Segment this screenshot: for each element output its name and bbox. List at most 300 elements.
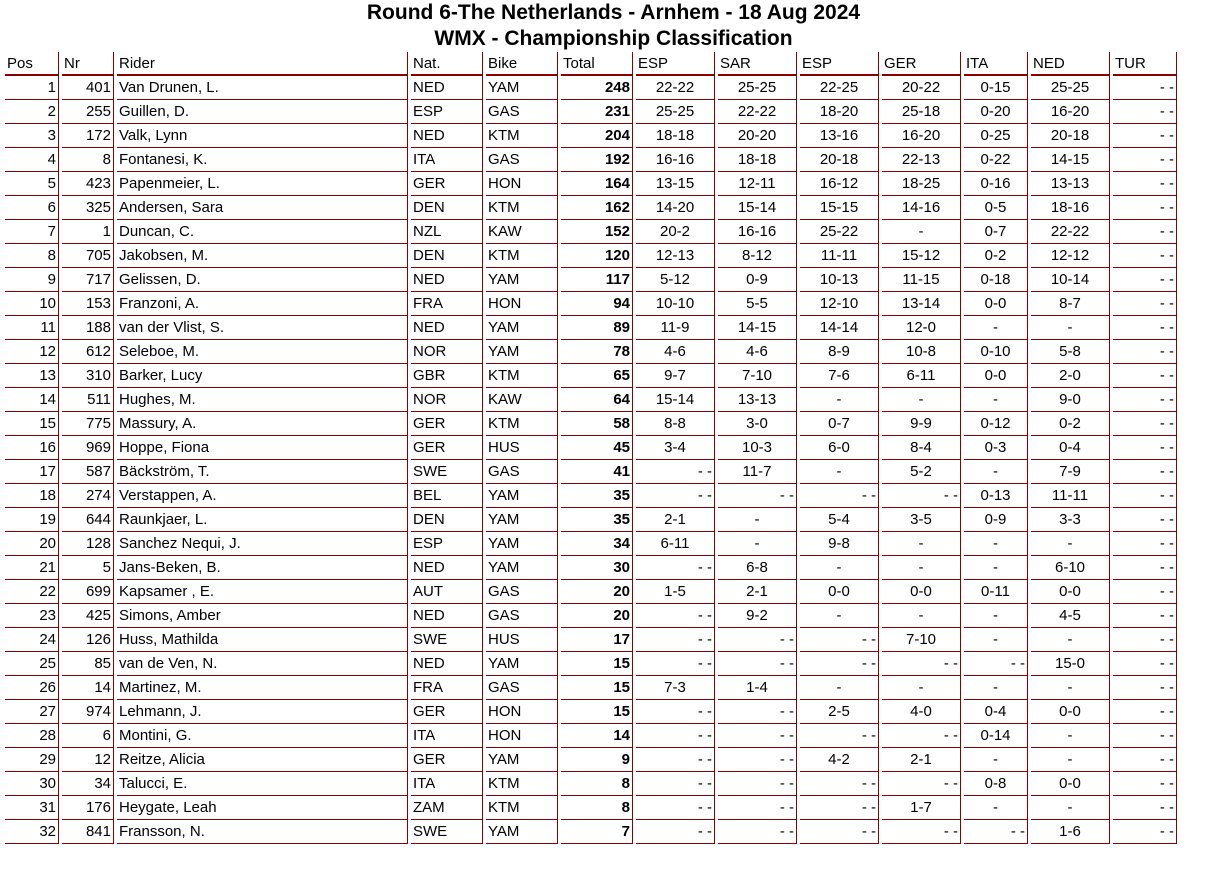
row-nation: ITA (411, 772, 483, 796)
row-rider: Valk, Lynn (117, 124, 408, 148)
row-result-round-6: 1-6 (1031, 820, 1110, 844)
row-result-round-4: 13-14 (882, 292, 961, 316)
row-nation: ITA (411, 724, 483, 748)
row-result-round-1: - - (636, 556, 715, 580)
row-result-round-3: 13-16 (800, 124, 879, 148)
row-nation: ITA (411, 148, 483, 172)
row-rider: Talucci, E. (117, 772, 408, 796)
row-number: 153 (62, 292, 114, 316)
row-result-round-6: 8-7 (1031, 292, 1110, 316)
row-result-round-5: 0-2 (964, 244, 1028, 268)
row-rider: Guillen, D. (117, 100, 408, 124)
row-result-round-6: - (1031, 748, 1110, 772)
row-number: 775 (62, 412, 114, 436)
header-round-4: GER (882, 52, 961, 76)
classification-table (2, 52, 1180, 844)
row-bike: YAM (486, 820, 558, 844)
row-pos: 2 (5, 100, 59, 124)
row-rider: Lehmann, J. (117, 700, 408, 724)
row-bike: KTM (486, 412, 558, 436)
row-number: 85 (62, 652, 114, 676)
row-result-round-4: - (882, 676, 961, 700)
row-result-round-6: 22-22 (1031, 220, 1110, 244)
table-row (5, 580, 1177, 604)
row-result-round-1: 7-3 (636, 676, 715, 700)
row-result-round-2: - - (718, 652, 797, 676)
row-nation: ESP (411, 532, 483, 556)
row-pos: 19 (5, 508, 59, 532)
row-number: 8 (62, 148, 114, 172)
row-result-round-4: - (882, 556, 961, 580)
row-rider: Hughes, M. (117, 388, 408, 412)
row-result-round-2: - (718, 532, 797, 556)
row-pos: 17 (5, 460, 59, 484)
row-result-round-7: - - (1113, 148, 1177, 172)
table-row (5, 148, 1177, 172)
row-result-round-6: 5-8 (1031, 340, 1110, 364)
row-result-round-5: 0-0 (964, 364, 1028, 388)
row-bike: YAM (486, 76, 558, 100)
row-number: 126 (62, 628, 114, 652)
row-total: 117 (561, 268, 633, 292)
row-result-round-1: - - (636, 772, 715, 796)
row-total: 231 (561, 100, 633, 124)
header-rider: Rider (117, 52, 408, 76)
row-result-round-2: 14-15 (718, 316, 797, 340)
row-result-round-7: - - (1113, 292, 1177, 316)
row-number: 717 (62, 268, 114, 292)
row-result-round-6: 25-25 (1031, 76, 1110, 100)
row-result-round-3: 20-18 (800, 148, 879, 172)
table-row (5, 748, 1177, 772)
row-bike: YAM (486, 484, 558, 508)
row-result-round-4: 18-25 (882, 172, 961, 196)
row-result-round-4: - (882, 532, 961, 556)
table-row (5, 676, 1177, 700)
row-result-round-7: - - (1113, 676, 1177, 700)
row-nation: GER (411, 436, 483, 460)
row-number: 128 (62, 532, 114, 556)
row-pos: 11 (5, 316, 59, 340)
row-bike: HON (486, 292, 558, 316)
row-result-round-6: 16-20 (1031, 100, 1110, 124)
table-row (5, 292, 1177, 316)
row-number: 705 (62, 244, 114, 268)
row-result-round-5: 0-14 (964, 724, 1028, 748)
row-result-round-3: - (800, 676, 879, 700)
row-number: 974 (62, 700, 114, 724)
row-number: 176 (62, 796, 114, 820)
row-result-round-6: 20-18 (1031, 124, 1110, 148)
row-result-round-1: 1-5 (636, 580, 715, 604)
table-row (5, 388, 1177, 412)
row-nation: DEN (411, 196, 483, 220)
row-number: 612 (62, 340, 114, 364)
table-row (5, 340, 1177, 364)
table-row (5, 604, 1177, 628)
row-nation: NOR (411, 340, 483, 364)
row-total: 7 (561, 820, 633, 844)
row-bike: KTM (486, 244, 558, 268)
row-result-round-4: - - (882, 484, 961, 508)
table-row (5, 796, 1177, 820)
row-result-round-6: - (1031, 796, 1110, 820)
row-result-round-2: - - (718, 748, 797, 772)
row-number: 644 (62, 508, 114, 532)
row-result-round-2: 6-8 (718, 556, 797, 580)
row-total: 35 (561, 508, 633, 532)
row-total: 17 (561, 628, 633, 652)
row-result-round-5: 0-3 (964, 436, 1028, 460)
row-rider: Andersen, Sara (117, 196, 408, 220)
table-row (5, 76, 1177, 100)
row-result-round-7: - - (1113, 820, 1177, 844)
row-result-round-3: 10-13 (800, 268, 879, 292)
row-rider: Gelissen, D. (117, 268, 408, 292)
row-result-round-3: - - (800, 724, 879, 748)
row-total: 58 (561, 412, 633, 436)
row-nation: NED (411, 268, 483, 292)
row-result-round-3: 22-25 (800, 76, 879, 100)
row-pos: 24 (5, 628, 59, 652)
row-result-round-1: 10-10 (636, 292, 715, 316)
row-result-round-5: 0-12 (964, 412, 1028, 436)
row-total: 204 (561, 124, 633, 148)
table-row (5, 508, 1177, 532)
row-total: 89 (561, 316, 633, 340)
row-nation: ZAM (411, 796, 483, 820)
row-bike: KTM (486, 772, 558, 796)
row-number: 699 (62, 580, 114, 604)
row-result-round-2: 25-25 (718, 76, 797, 100)
row-total: 34 (561, 532, 633, 556)
table-row (5, 820, 1177, 844)
row-result-round-7: - - (1113, 196, 1177, 220)
row-result-round-5: - (964, 796, 1028, 820)
row-result-round-2: 2-1 (718, 580, 797, 604)
row-total: 248 (561, 76, 633, 100)
row-bike: YAM (486, 556, 558, 580)
row-rider: Reitze, Alicia (117, 748, 408, 772)
row-pos: 31 (5, 796, 59, 820)
row-number: 274 (62, 484, 114, 508)
row-result-round-3: - - (800, 820, 879, 844)
row-result-round-4: - (882, 220, 961, 244)
row-bike: YAM (486, 268, 558, 292)
row-result-round-3: 8-9 (800, 340, 879, 364)
row-result-round-2: - (718, 508, 797, 532)
row-total: 94 (561, 292, 633, 316)
row-result-round-7: - - (1113, 244, 1177, 268)
row-pos: 16 (5, 436, 59, 460)
row-result-round-3: 16-12 (800, 172, 879, 196)
row-result-round-5: - - (964, 820, 1028, 844)
row-bike: KAW (486, 220, 558, 244)
row-result-round-2: 3-0 (718, 412, 797, 436)
row-bike: GAS (486, 676, 558, 700)
row-result-round-5: - (964, 628, 1028, 652)
table-body (5, 76, 1177, 844)
row-result-round-4: 25-18 (882, 100, 961, 124)
row-total: 120 (561, 244, 633, 268)
row-number: 401 (62, 76, 114, 100)
row-result-round-4: 15-12 (882, 244, 961, 268)
page-subtitle: WMX - Championship Classification (434, 27, 793, 50)
row-result-round-2: - - (718, 628, 797, 652)
table-row (5, 244, 1177, 268)
row-pos: 4 (5, 148, 59, 172)
row-result-round-6: 0-4 (1031, 436, 1110, 460)
row-result-round-4: - - (882, 724, 961, 748)
row-total: 15 (561, 652, 633, 676)
row-total: 9 (561, 748, 633, 772)
row-total: 152 (561, 220, 633, 244)
table-row (5, 628, 1177, 652)
row-result-round-5: 0-22 (964, 148, 1028, 172)
header-round-1: ESP (636, 52, 715, 76)
row-result-round-3: - (800, 604, 879, 628)
row-total: 35 (561, 484, 633, 508)
row-total: 20 (561, 604, 633, 628)
row-result-round-4: 16-20 (882, 124, 961, 148)
row-result-round-7: - - (1113, 772, 1177, 796)
row-result-round-5: 0-7 (964, 220, 1028, 244)
row-result-round-3: 0-7 (800, 412, 879, 436)
row-result-round-2: - - (718, 772, 797, 796)
row-result-round-7: - - (1113, 556, 1177, 580)
table-row (5, 460, 1177, 484)
row-result-round-1: 2-1 (636, 508, 715, 532)
row-number: 310 (62, 364, 114, 388)
row-rider: Van Drunen, L. (117, 76, 408, 100)
row-result-round-3: 12-10 (800, 292, 879, 316)
row-result-round-4: 1-7 (882, 796, 961, 820)
row-result-round-5: 0-10 (964, 340, 1028, 364)
row-total: 20 (561, 580, 633, 604)
row-result-round-2: - - (718, 796, 797, 820)
row-result-round-4: 22-13 (882, 148, 961, 172)
row-result-round-5: - (964, 556, 1028, 580)
row-rider: Hoppe, Fiona (117, 436, 408, 460)
row-nation: GER (411, 700, 483, 724)
row-nation: NED (411, 556, 483, 580)
row-result-round-6: 13-13 (1031, 172, 1110, 196)
row-result-round-3: 9-8 (800, 532, 879, 556)
row-result-round-6: 9-0 (1031, 388, 1110, 412)
row-result-round-5: 0-4 (964, 700, 1028, 724)
row-result-round-3: - - (800, 772, 879, 796)
row-pos: 1 (5, 76, 59, 100)
row-result-round-7: - - (1113, 220, 1177, 244)
row-result-round-3: 5-4 (800, 508, 879, 532)
row-pos: 28 (5, 724, 59, 748)
row-result-round-1: 3-4 (636, 436, 715, 460)
row-nation: GBR (411, 364, 483, 388)
row-result-round-4: - (882, 388, 961, 412)
row-result-round-3: 7-6 (800, 364, 879, 388)
header-round-3: ESP (800, 52, 879, 76)
row-total: 15 (561, 676, 633, 700)
table-row (5, 268, 1177, 292)
row-pos: 5 (5, 172, 59, 196)
row-result-round-5: 0-13 (964, 484, 1028, 508)
row-nation: SWE (411, 628, 483, 652)
row-result-round-6: 3-3 (1031, 508, 1110, 532)
row-nation: AUT (411, 580, 483, 604)
row-number: 325 (62, 196, 114, 220)
row-result-round-2: - - (718, 700, 797, 724)
row-result-round-2: 4-6 (718, 340, 797, 364)
row-rider: Barker, Lucy (117, 364, 408, 388)
row-result-round-7: - - (1113, 724, 1177, 748)
row-result-round-4: 5-2 (882, 460, 961, 484)
row-result-round-5: - (964, 532, 1028, 556)
row-pos: 23 (5, 604, 59, 628)
row-result-round-1: - - (636, 460, 715, 484)
row-result-round-6: - (1031, 532, 1110, 556)
row-nation: GER (411, 748, 483, 772)
row-result-round-7: - - (1113, 172, 1177, 196)
row-number: 172 (62, 124, 114, 148)
row-result-round-6: - (1031, 676, 1110, 700)
row-result-round-7: - - (1113, 700, 1177, 724)
row-bike: YAM (486, 508, 558, 532)
row-result-round-3: 15-15 (800, 196, 879, 220)
table-row (5, 100, 1177, 124)
row-result-round-4: 6-11 (882, 364, 961, 388)
row-total: 14 (561, 724, 633, 748)
row-result-round-1: 13-15 (636, 172, 715, 196)
row-result-round-4: 9-9 (882, 412, 961, 436)
row-nation: NED (411, 652, 483, 676)
row-result-round-2: 7-10 (718, 364, 797, 388)
row-rider: Heygate, Leah (117, 796, 408, 820)
row-result-round-1: 8-8 (636, 412, 715, 436)
row-result-round-7: - - (1113, 652, 1177, 676)
row-total: 162 (561, 196, 633, 220)
row-rider: Montini, G. (117, 724, 408, 748)
row-total: 15 (561, 700, 633, 724)
row-rider: Seleboe, M. (117, 340, 408, 364)
row-total: 64 (561, 388, 633, 412)
table-row (5, 436, 1177, 460)
row-nation: SWE (411, 820, 483, 844)
row-result-round-1: - - (636, 748, 715, 772)
row-result-round-6: 4-5 (1031, 604, 1110, 628)
row-pos: 9 (5, 268, 59, 292)
row-number: 423 (62, 172, 114, 196)
row-result-round-5: - - (964, 652, 1028, 676)
row-result-round-7: - - (1113, 484, 1177, 508)
row-result-round-5: - (964, 604, 1028, 628)
row-result-round-2: - - (718, 820, 797, 844)
row-result-round-7: - - (1113, 76, 1177, 100)
row-result-round-1: - - (636, 796, 715, 820)
row-number: 5 (62, 556, 114, 580)
row-pos: 8 (5, 244, 59, 268)
row-rider: Kapsamer , E. (117, 580, 408, 604)
row-result-round-6: 0-0 (1031, 772, 1110, 796)
row-result-round-7: - - (1113, 436, 1177, 460)
row-result-round-1: 11-9 (636, 316, 715, 340)
row-result-round-2: 22-22 (718, 100, 797, 124)
row-result-round-4: - - (882, 652, 961, 676)
row-result-round-3: - - (800, 484, 879, 508)
row-result-round-4: 3-5 (882, 508, 961, 532)
row-total: 8 (561, 796, 633, 820)
row-result-round-5: 0-15 (964, 76, 1028, 100)
row-result-round-1: 12-13 (636, 244, 715, 268)
row-number: 6 (62, 724, 114, 748)
row-nation: GER (411, 172, 483, 196)
row-number: 425 (62, 604, 114, 628)
row-result-round-2: 5-5 (718, 292, 797, 316)
table-row (5, 556, 1177, 580)
row-pos: 7 (5, 220, 59, 244)
row-result-round-6: 7-9 (1031, 460, 1110, 484)
table-row (5, 364, 1177, 388)
row-result-round-6: - (1031, 628, 1110, 652)
row-bike: YAM (486, 748, 558, 772)
row-result-round-1: - - (636, 604, 715, 628)
table-row (5, 724, 1177, 748)
row-pos: 3 (5, 124, 59, 148)
row-bike: YAM (486, 316, 558, 340)
row-result-round-2: - - (718, 724, 797, 748)
row-number: 969 (62, 436, 114, 460)
row-result-round-3: 0-0 (800, 580, 879, 604)
row-result-round-1: 22-22 (636, 76, 715, 100)
row-result-round-3: 11-11 (800, 244, 879, 268)
header-round-2: SAR (718, 52, 797, 76)
row-nation: NED (411, 76, 483, 100)
header-row (5, 52, 1177, 76)
row-total: 192 (561, 148, 633, 172)
header-round-6: NED (1031, 52, 1110, 76)
row-rider: Franzoni, A. (117, 292, 408, 316)
row-bike: HON (486, 700, 558, 724)
row-bike: KTM (486, 196, 558, 220)
row-number: 587 (62, 460, 114, 484)
row-nation: ESP (411, 100, 483, 124)
row-result-round-6: 18-16 (1031, 196, 1110, 220)
row-rider: Fransson, N. (117, 820, 408, 844)
row-bike: GAS (486, 604, 558, 628)
row-result-round-6: 14-15 (1031, 148, 1110, 172)
row-result-round-5: 0-5 (964, 196, 1028, 220)
row-result-round-3: - (800, 460, 879, 484)
row-bike: GAS (486, 148, 558, 172)
row-result-round-7: - - (1113, 748, 1177, 772)
table-row (5, 700, 1177, 724)
row-result-round-1: 18-18 (636, 124, 715, 148)
row-rider: Duncan, C. (117, 220, 408, 244)
row-result-round-1: - - (636, 724, 715, 748)
row-rider: van de Ven, N. (117, 652, 408, 676)
row-pos: 14 (5, 388, 59, 412)
row-bike: KTM (486, 124, 558, 148)
row-rider: Raunkjaer, L. (117, 508, 408, 532)
table-row (5, 412, 1177, 436)
table-row (5, 772, 1177, 796)
row-result-round-1: 9-7 (636, 364, 715, 388)
table-row (5, 172, 1177, 196)
table-row (5, 124, 1177, 148)
row-result-round-2: 12-11 (718, 172, 797, 196)
row-result-round-5: - (964, 316, 1028, 340)
row-result-round-2: 20-20 (718, 124, 797, 148)
row-result-round-1: - - (636, 700, 715, 724)
